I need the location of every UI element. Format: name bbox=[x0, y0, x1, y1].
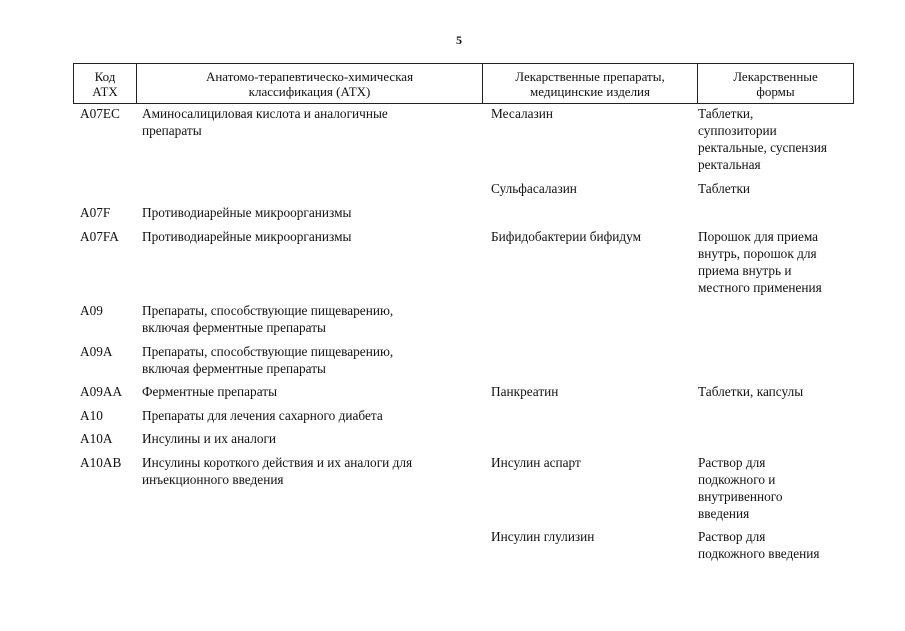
drug-name: Инсулин глулизин bbox=[491, 529, 595, 544]
atc-code: A07EC bbox=[80, 106, 120, 121]
atc-code: A07F bbox=[80, 205, 111, 220]
atc-classification: Препараты, способствующие пищеварению, включая ферментные препараты bbox=[142, 344, 394, 376]
atc-classification: Инсулины и их аналоги bbox=[142, 431, 277, 446]
page-number: 5 bbox=[456, 33, 462, 47]
atc-code: A10AB bbox=[80, 455, 122, 470]
atc-classification: Препараты, способствующие пищеварению, включая ферментные препараты bbox=[142, 303, 394, 335]
drug-name: Бифидобактерии бифидум bbox=[491, 229, 642, 244]
table-header bbox=[73, 63, 854, 104]
dosage-form: Порошок для приема внутрь, порошок для приема внутрь и местного применения bbox=[698, 229, 822, 295]
header-forms: Лекарственные формы bbox=[733, 68, 818, 99]
dosage-form: Раствор для подкожного и внутривенного введения bbox=[698, 455, 783, 521]
dosage-form: Таблетки, суппозитории ректальные, суспензия ректальная bbox=[698, 106, 828, 172]
drug-name: Месалазин bbox=[491, 106, 553, 121]
atc-classification: Инсулины короткого действия и их аналоги для инъекционного введения bbox=[142, 455, 413, 487]
drug-name: Панкреатин bbox=[491, 384, 559, 399]
atc-classification: Противодиарейные микроорганизмы bbox=[142, 229, 352, 244]
drug-name: Сульфасалазин bbox=[491, 181, 577, 196]
atc-classification: Препараты для лечения сахарного диабета bbox=[142, 408, 383, 423]
dosage-form: Таблетки bbox=[698, 181, 751, 196]
atc-code: A09 bbox=[80, 303, 103, 318]
atc-code: A10 bbox=[80, 408, 103, 423]
atc-code: A07FA bbox=[80, 229, 119, 244]
dosage-form: Таблетки, капсулы bbox=[698, 384, 804, 399]
header-classification: Анатомо-терапевтическо-химическая классификация (АТХ) bbox=[205, 68, 414, 99]
header-code: Код АТХ bbox=[92, 68, 118, 99]
atc-classification: Аминосалициловая кислота и аналогичные препараты bbox=[142, 106, 388, 138]
dosage-form: Раствор для подкожного введения bbox=[698, 529, 820, 561]
atc-classification: Ферментные препараты bbox=[142, 384, 278, 399]
atc-code: A10A bbox=[80, 431, 113, 446]
header-drugs: Лекарственные препараты, медицинские изделия bbox=[515, 68, 665, 99]
atc-code: A09AA bbox=[80, 384, 123, 399]
drug-name: Инсулин аспарт bbox=[491, 455, 581, 470]
atc-code: A09A bbox=[80, 344, 113, 359]
atc-classification: Противодиарейные микроорганизмы bbox=[142, 205, 352, 220]
